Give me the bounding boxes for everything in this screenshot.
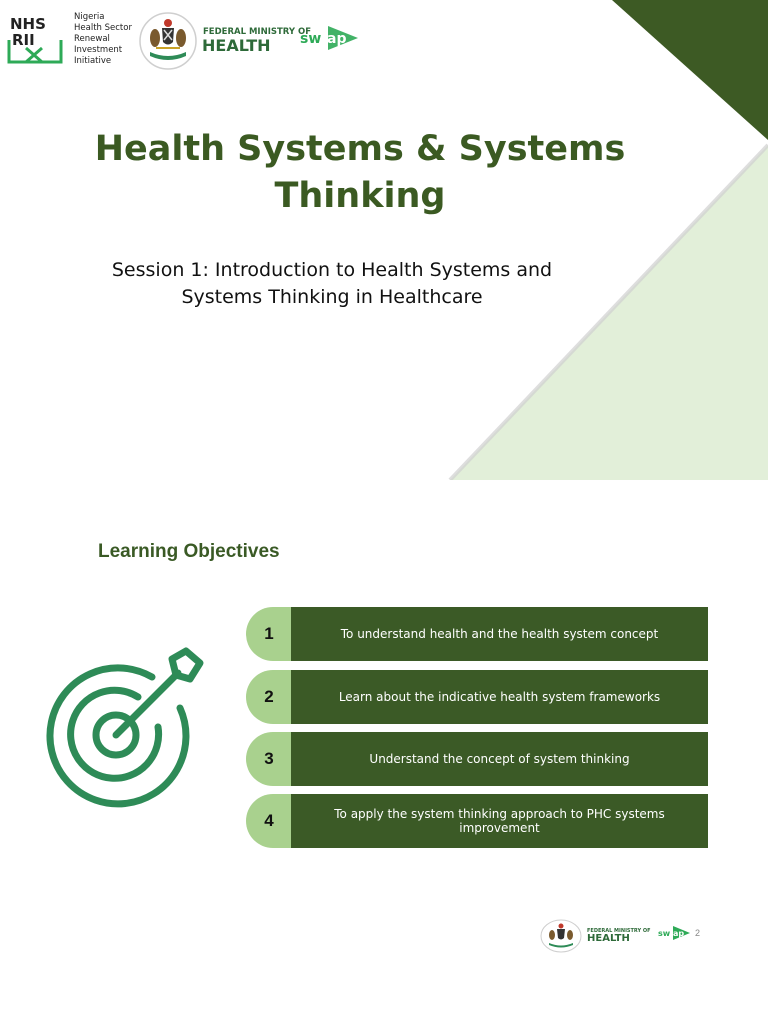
objective-text: To understand health and the health system concept bbox=[291, 607, 708, 661]
fmoh-label-small: FEDERAL MINISTRY OF bbox=[203, 27, 312, 37]
nhs-logo-text-line1: NHS bbox=[10, 15, 46, 33]
nhs-rii-logo bbox=[6, 10, 66, 66]
objective-item-3 bbox=[246, 732, 708, 786]
decorative-triangles bbox=[0, 0, 768, 480]
swap-logo bbox=[298, 22, 364, 54]
nhs-tagline-line: Investment bbox=[74, 45, 123, 55]
objective-item-1 bbox=[246, 607, 708, 661]
objective-text: Learn about the indicative health system frameworks bbox=[291, 670, 708, 724]
objectives-slide bbox=[0, 480, 768, 1024]
footer-swap-logo bbox=[657, 923, 693, 943]
nhs-tagline-line: Initiative bbox=[74, 56, 112, 66]
objective-text: Understand the concept of system thinking bbox=[291, 732, 708, 786]
slide-title: Health Systems & Systems Thinking bbox=[94, 129, 626, 216]
footer-swap-text-part2: ap bbox=[673, 929, 685, 938]
objective-number-badge: 3 bbox=[246, 732, 292, 786]
nhs-tagline-line: Nigeria bbox=[74, 12, 105, 22]
nhs-tagline bbox=[74, 12, 132, 67]
objective-number-badge: 2 bbox=[246, 670, 292, 724]
dark-green-triangle bbox=[612, 0, 768, 140]
objective-item-2 bbox=[246, 670, 708, 724]
title-slide bbox=[0, 0, 768, 480]
footer-fmoh-label-small: FEDERAL MINISTRY OF bbox=[587, 928, 651, 934]
slide-subtitle: Session 1: Introduction to Health Systems and Systems Thinking in Healthcare bbox=[111, 259, 553, 308]
objective-number-badge: 1 bbox=[246, 607, 292, 661]
nhs-tagline-line: Renewal bbox=[74, 34, 110, 44]
coat-of-arms-icon bbox=[138, 10, 198, 72]
rii-logo-text-line2: RII bbox=[12, 31, 35, 49]
fmoh-label-health: HEALTH bbox=[202, 36, 271, 55]
logo-x-mark bbox=[26, 48, 42, 62]
learning-objectives-heading: Learning Objectives bbox=[98, 541, 280, 562]
arrow-fletching bbox=[172, 651, 200, 679]
swap-logo-text-part1: sw bbox=[300, 31, 322, 47]
objective-text: To apply the system thinking approach to PHC systems improvement bbox=[291, 794, 708, 848]
footer-swap-text-part1: sw bbox=[658, 929, 671, 938]
footer-fmoh-label-health: HEALTH bbox=[587, 933, 630, 944]
nhs-tagline-line: Health Sector bbox=[74, 23, 132, 33]
target-arrow-icon bbox=[40, 645, 208, 810]
objective-number-badge: 4 bbox=[246, 794, 292, 848]
page-number: 2 bbox=[695, 928, 701, 938]
swap-logo-text-part2: ap bbox=[327, 31, 347, 47]
objective-item-4 bbox=[246, 794, 708, 848]
arrow-shaft bbox=[116, 673, 178, 735]
footer-coat-of-arms-icon bbox=[540, 919, 582, 953]
